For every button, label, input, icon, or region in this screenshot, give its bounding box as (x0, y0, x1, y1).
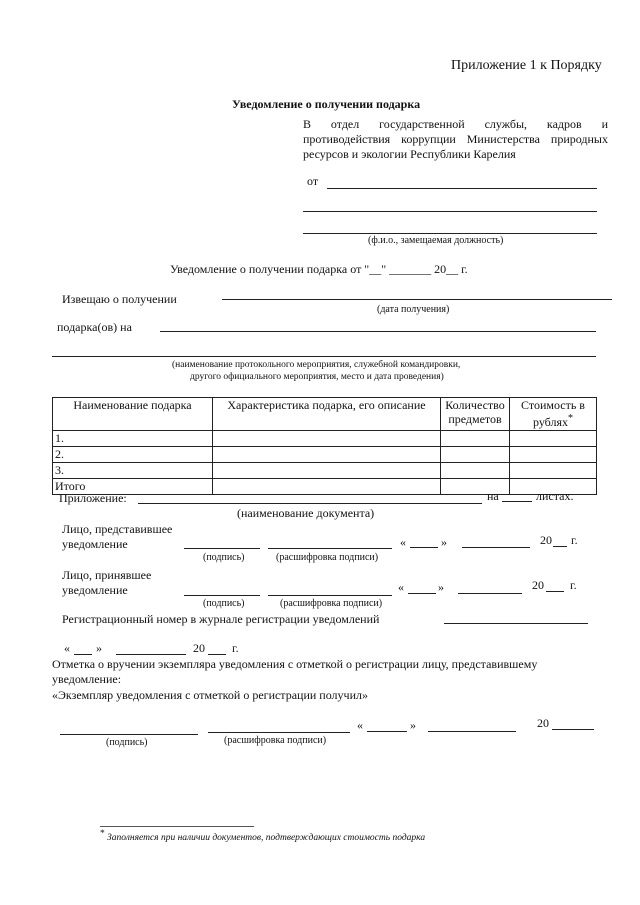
footnote-mark: * (100, 829, 105, 839)
row-number: 2. (53, 447, 213, 463)
attachment-sheets-line[interactable] (502, 501, 532, 502)
submitter-decode-line[interactable] (268, 548, 392, 549)
registration-day-close: » (96, 641, 102, 655)
event-line-2[interactable] (52, 356, 596, 357)
attachment-on-label: на (487, 489, 499, 503)
registration-day-line[interactable] (74, 654, 92, 655)
addressee-text: В отдел государственной службы, кадров и противодействия коррупции Министерства природных ресурсов и экологии Республики Карелия (303, 117, 608, 161)
from-line-3[interactable] (303, 233, 597, 234)
total-label: Итого (53, 479, 213, 495)
submitter-year-prefix: 20 (540, 533, 552, 547)
attachment-label: Приложение: (59, 491, 127, 505)
copy-day-close: » (410, 718, 416, 732)
cell[interactable] (441, 479, 510, 495)
cell[interactable] (213, 463, 441, 479)
submitter-year-line[interactable] (553, 546, 567, 547)
submitter-sign-hint: (подпись) (203, 552, 245, 563)
submitter-day-close: » (441, 535, 447, 549)
copy-sign-hint: (подпись) (106, 737, 148, 748)
receiver-decode-line[interactable] (268, 595, 392, 596)
registration-day-open: « (64, 641, 70, 655)
cell[interactable] (441, 431, 510, 447)
copy-mark-text-1: Отметка о вручении экземпляра уведомления с отметкой о регистрации лицу, представившему (52, 657, 538, 671)
row-number: 1. (53, 431, 213, 447)
receiver-day-open: « (398, 580, 404, 594)
submitter-month-line[interactable] (462, 547, 530, 548)
footnote-text: Заполняется при наличии документов, подтверждающих стоимость подарка (107, 833, 426, 843)
copy-mark-text-2: уведомление: (52, 672, 122, 686)
receiver-label-2: уведомление (62, 583, 128, 597)
submitter-day-open: « (400, 535, 406, 549)
from-line-2[interactable] (303, 211, 597, 212)
registration-number-line[interactable] (444, 623, 588, 624)
receiver-day-line[interactable] (408, 593, 436, 594)
receiver-sign-line[interactable] (184, 595, 260, 596)
cell[interactable] (510, 463, 597, 479)
notice-date-line: Уведомление о получении подарка от "__" _______ 20__ г. (170, 262, 468, 276)
registration-year-line[interactable] (208, 654, 226, 655)
receiver-month-line[interactable] (458, 593, 522, 594)
registration-year-suffix: г. (232, 641, 239, 655)
table-header-row (53, 398, 597, 431)
gifts-table (52, 397, 597, 495)
receiver-year-line[interactable] (546, 591, 564, 592)
receiver-label-1: Лицо, принявшее (62, 568, 152, 582)
table-total-row[interactable] (53, 479, 597, 495)
inform-label: Извещаю о получении (62, 292, 177, 306)
event-hint-1: (наименование протокольного мероприятия, служебной командировки, (172, 360, 461, 370)
fio-hint: (ф.и.о., замещаемая должность) (368, 235, 504, 246)
cell[interactable] (510, 447, 597, 463)
footnote-mark: * (568, 413, 573, 424)
event-hint-2: другого официального мероприятия, место и дата проведения) (190, 372, 444, 382)
copy-year-prefix: 20 (537, 716, 549, 730)
receiver-decode-hint: (расшифровка подписи) (280, 598, 383, 609)
receipt-date-hint: (дата получения) (377, 304, 450, 315)
table-row[interactable] (53, 431, 597, 447)
copy-day-line[interactable] (367, 731, 407, 732)
from-line-1[interactable] (327, 188, 597, 189)
cell[interactable] (510, 431, 597, 447)
appendix-reference: Приложение 1 к Порядку (451, 58, 602, 73)
submitter-label-2: уведомление (62, 537, 128, 551)
registration-month-line[interactable] (116, 654, 186, 655)
cell[interactable] (213, 479, 441, 495)
attachment-doc-hint: (наименование документа) (237, 506, 375, 520)
receiver-sign-hint: (подпись) (203, 598, 245, 609)
receipt-date-line[interactable] (222, 299, 612, 300)
header-description: Характеристика подарка, его описание (213, 398, 441, 431)
from-label: от (307, 174, 319, 188)
copy-decode-hint: (расшифровка подписи) (224, 735, 327, 746)
cell[interactable] (441, 463, 510, 479)
copy-mark-quote: «Экземпляр уведомления с отметкой о регистрации получил» (52, 688, 368, 702)
event-line-1[interactable] (160, 331, 596, 332)
attachment-sheets-label: листах. (536, 489, 574, 503)
gifts-label: подарка(ов) на (57, 320, 132, 334)
receiver-year-prefix: 20 (532, 578, 544, 592)
row-number: 3. (53, 463, 213, 479)
copy-year-line[interactable] (552, 729, 594, 730)
header-cost: Стоимость в рублях* (510, 398, 597, 431)
submitter-label-1: Лицо, представившее (62, 522, 173, 536)
submitter-decode-hint: (расшифровка подписи) (276, 552, 379, 563)
copy-month-line[interactable] (428, 731, 516, 732)
cell[interactable] (213, 431, 441, 447)
footnote-separator (100, 826, 254, 827)
attachment-doc-line[interactable] (138, 503, 482, 504)
cell[interactable] (441, 447, 510, 463)
header-quantity: Количество предметов (441, 398, 510, 431)
document-title: Уведомление о получении подарка (232, 97, 421, 111)
copy-decode-line[interactable] (208, 732, 350, 733)
registration-year-prefix: 20 (193, 641, 205, 655)
submitter-sign-line[interactable] (184, 548, 260, 549)
copy-sign-line[interactable] (60, 734, 198, 735)
submitter-day-line[interactable] (410, 547, 438, 548)
copy-day-open: « (357, 718, 363, 732)
registration-label: Регистрационный номер в журнале регистрации уведомлений (62, 612, 380, 626)
table-row[interactable] (53, 463, 597, 479)
header-name: Наименование подарка (53, 398, 213, 431)
cell[interactable] (213, 447, 441, 463)
submitter-year-suffix: г. (571, 533, 578, 547)
receiver-year-suffix: г. (570, 578, 577, 592)
table-row[interactable] (53, 447, 597, 463)
receiver-day-close: » (438, 580, 444, 594)
